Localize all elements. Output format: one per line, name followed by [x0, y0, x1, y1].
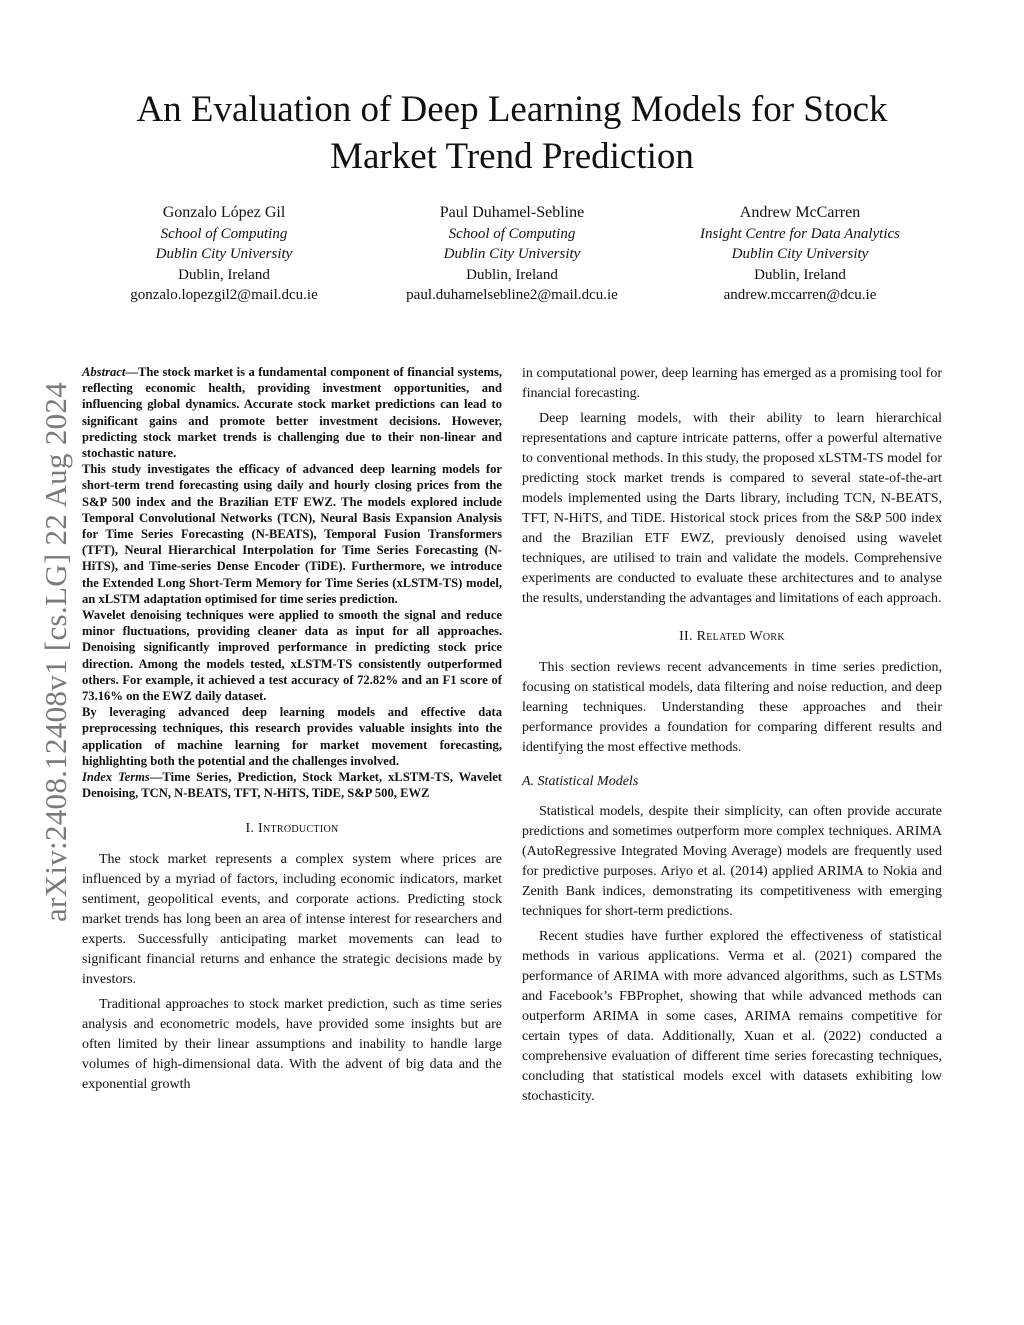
right-column	[522, 364, 942, 1107]
index-terms-label: Index Terms	[82, 770, 150, 785]
author-department: School of Computing	[160, 225, 288, 242]
author-name: Gonzalo López Gil	[162, 204, 286, 221]
author-1	[80, 202, 368, 306]
author-institution: Dublin City University	[731, 246, 869, 262]
author-city: Dublin, Ireland	[754, 266, 846, 283]
author-3	[656, 202, 944, 306]
section-heading: I. Introduction	[245, 821, 339, 837]
abstract-paragraph: By leveraging advanced deep learning models and effective data preprocessing techniques, this research provides valuable insights into the application of machine learning for market movement forecasting, highlighting both the potential and the challenges involved.	[82, 705, 502, 768]
abstract	[82, 364, 502, 801]
abstract-label: Abstract	[82, 365, 126, 379]
author-2	[368, 202, 656, 306]
author-email: andrew.mccarren@dcu.ie	[723, 287, 877, 303]
paper-title: An Evaluation of Deep Learning Models for Stock Market Trend Prediction	[136, 89, 888, 177]
author-block	[80, 202, 944, 306]
author-institution: Dublin City University	[443, 246, 581, 262]
body-paragraph: in computational power, deep learning has emerged as a promising tool for financial forecasting.	[522, 366, 942, 401]
arxiv-stamp: arXiv:2408.12408v1 [cs.LG] 22 Aug 2024	[38, 381, 73, 923]
author-email: paul.duhamelsebline2@mail.dcu.ie	[406, 287, 618, 303]
abstract-paragraph: Abstract—The stock market is a fundamental component of financial systems, reflecting economic health, providing investment opportunities, and influencing global dynamics. Accurate stock market predictions can lead to significant gains and promote better investment decisions. However, predicting stock market trends is challenging due to their non-linear and stochastic nature.	[82, 365, 502, 461]
author-name: Paul Duhamel-Sebline	[439, 204, 585, 221]
body-paragraph: Recent studies have further explored the effectiveness of statistical methods in various applications. Verma et al. (2021) compared the performance of ARIMA with more advanced algorithms, such as LSTMs and Facebook’s FBProphet, showing that while advanced methods can outperform ARIMA in some cases, ARIMA remains competitive for certain types of data. Additionally, Xuan et al. (2022) conducted a comprehensive evaluation of different time series forecasting techniques, concluding that statistical models excel with datasets exhibiting low stochasticity.	[522, 929, 942, 1104]
section-heading: II. Related Work	[679, 629, 785, 644]
author-institution: Dublin City University	[155, 246, 293, 262]
author-department: Insight Centre for Data Analytics	[700, 225, 900, 242]
abstract-paragraph: Wavelet denoising techniques were applied to smooth the signal and reduce minor fluctuations, providing cleaner data as input for all approaches. Denoising significantly improved performance in predicting stock price direction. Among the models tested, xLSTM-TS consistently outperformed others. For example, it achieved a test accuracy of 72.82% and an F1 score of 73.16% on the EWZ daily dataset.	[82, 608, 502, 704]
index-terms: Index Terms—Time Series, Prediction, Stock Market, xLSTM-TS, Wavelet Denoising, TCN, N-BEATS, TFT, N-HiTS, TiDE, S&P 500, EWZ	[82, 770, 502, 801]
author-email: gonzalo.lopezgil2@mail.dcu.ie	[130, 287, 318, 303]
author-city: Dublin, Ireland	[178, 266, 270, 283]
abstract-paragraph: This study investigates the efficacy of advanced deep learning models for short-term trend forecasting using daily and hourly closing prices from the S&P 500 index and the Brazilian ETF EWZ. The models explored include Temporal Convolutional Networks (TCN), Neural Basis Expansion Analysis for Time Series Forecasting (N-BEATS), Temporal Fusion Transformers (TFT), Neural Hierarchical Interpolation for Time Series Forecasting (N-HiTS), and Time-series Dense Encoder (TiDE). Furthermore, we introduce the Extended Long Short-Term Memory for Time Series (xLSTM-TS) model, an xLSTM adaptation optimised for time series prediction.	[82, 462, 502, 606]
body-paragraph: The stock market represents a complex system where prices are influenced by a myriad of factors, including economic indicators, market sentiment, geopolitical events, and corporate actions. Predicting stock market trends has long been an area of intense interest for researchers and experts. Successfully anticipating market movements can lead to significant financial returns and enhance the strategic decisions made by investors.	[82, 852, 502, 988]
body-paragraph: Traditional approaches to stock market prediction, such as time series analysis and econometric models, have provided some insights but are often limited by their linear assumptions and inability to handle large volumes of high-dimensional data. With the advent of big data and the exponential growth	[82, 997, 502, 1093]
author-department: School of Computing	[448, 225, 576, 242]
body-paragraph: This section reviews recent advancements in time series prediction, focusing on statistical models, data filtering and noise reduction, and deep learning techniques. Understanding these approaches and their performance provides a foundation for comparing different results and identifying the most effective methods.	[522, 660, 942, 755]
body-paragraph: Deep learning models, with their ability to learn hierarchical representations and capture intricate patterns, offer a powerful alternative to conventional methods. In this study, the proposed xLSTM-TS model for predicting stock market trends is compared to several state-of-the-art models implemented using the Darts library, including TCN, N-BEATS, TFT, N-HiTS, and TiDE. Historical stock prices from the S&P 500 index and the Brazilian ETF EWZ, previously denoised using wavelet techniques, are utilised to train and validate the models. Comprehensive experiments are conducted to evaluate these architectures and to analyse the results, understanding the advantages and limitations of each approach.	[522, 411, 942, 606]
subsection-heading: A. Statistical Models	[522, 774, 639, 789]
left-column	[82, 364, 502, 1095]
body-paragraph: Statistical models, despite their simplicity, can often provide accurate predictions and sometimes outperform more complex techniques. ARIMA (AutoRegressive Integrated Moving Average) models are frequently used for predictive purposes. Ariyo et al. (2014) applied ARIMA to Nokia and Zenith Bank indices, demonstrating its competitiveness with emerging techniques for short-term predictions.	[522, 804, 942, 919]
author-name: Andrew McCarren	[739, 204, 861, 221]
author-city: Dublin, Ireland	[466, 266, 558, 283]
